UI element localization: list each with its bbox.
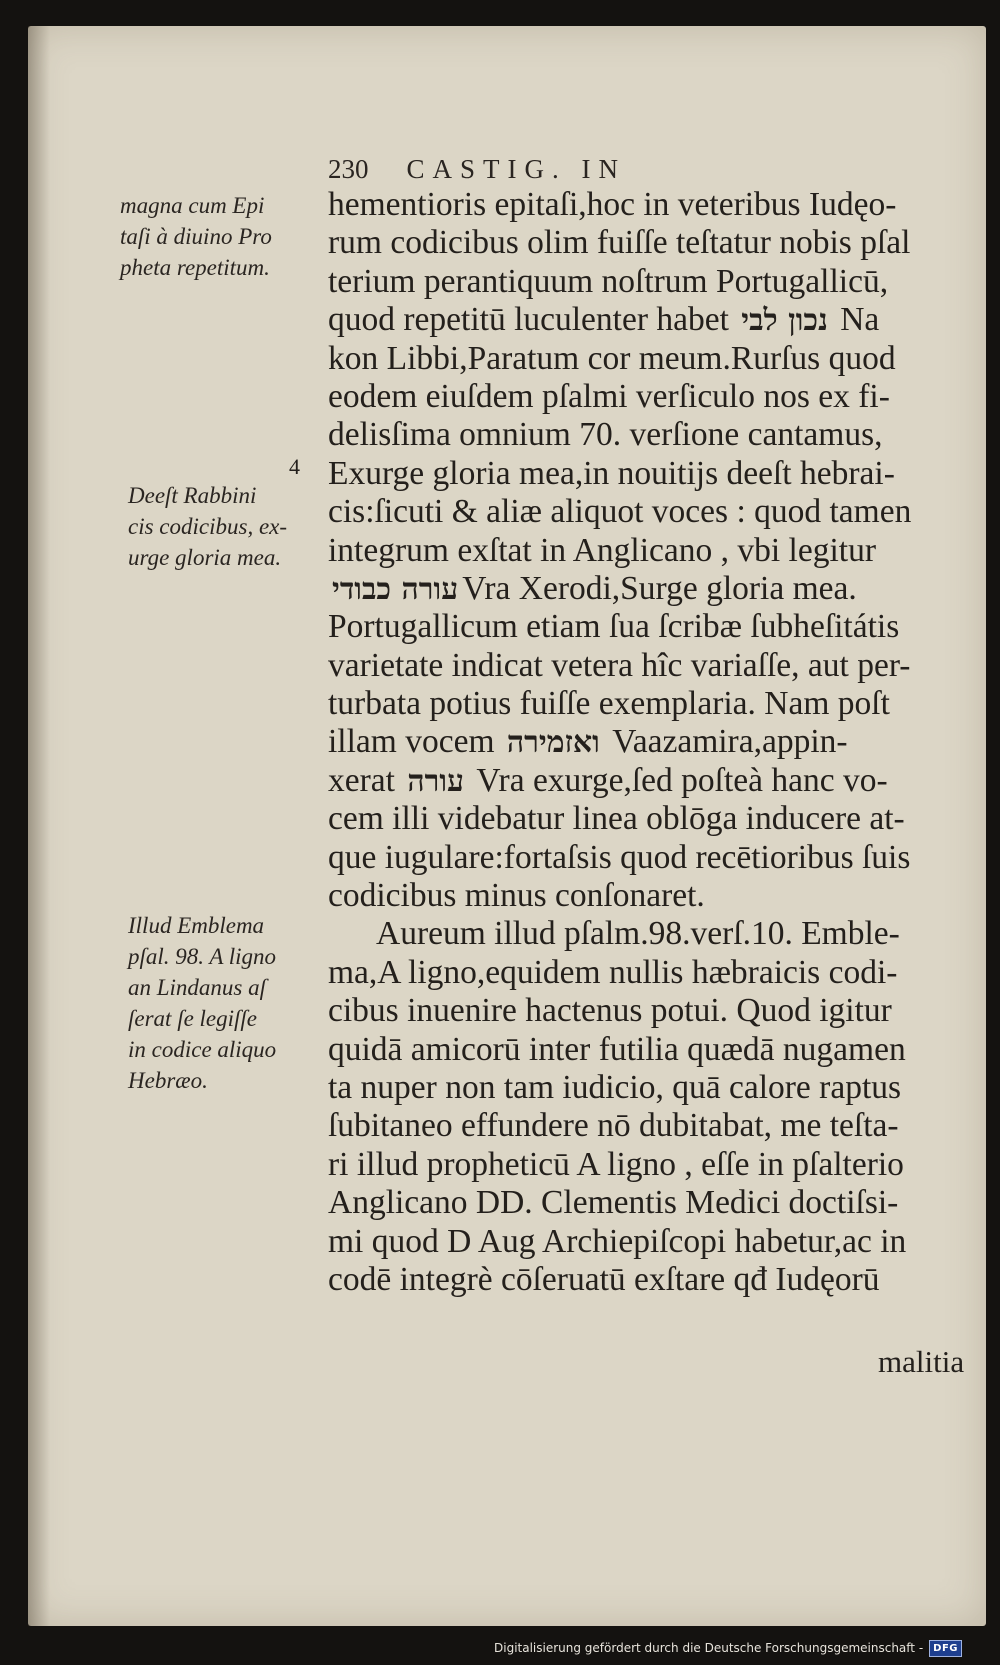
marginal-line: Deeſt Rabbini bbox=[128, 483, 257, 508]
text-line bbox=[328, 340, 988, 378]
text-line bbox=[328, 608, 988, 646]
text-line bbox=[328, 416, 988, 454]
text-segment: Aureum illud pſalm.98.verſ.10. Emble- bbox=[376, 915, 900, 953]
marginal-line: pheta repetitum. bbox=[120, 255, 270, 280]
marginal-line: taſi à diuino Pro bbox=[120, 224, 272, 249]
marginal-line: an Lindanus aſ bbox=[128, 975, 267, 1000]
text-line bbox=[328, 1223, 988, 1261]
text-segment: integrum exſtat in Anglicano , vbi legitur bbox=[328, 531, 876, 569]
text-segment: quidā amicorū inter futilia quædā nugamen bbox=[328, 1030, 906, 1068]
gutter-shadow bbox=[28, 26, 50, 1626]
text-line bbox=[328, 992, 988, 1030]
text-line bbox=[328, 762, 988, 800]
marginal-line: in codice aliquo bbox=[128, 1037, 277, 1062]
text-line bbox=[328, 647, 988, 685]
text-segment: ta nuper non tam iudicio, quā calore raptus bbox=[328, 1068, 902, 1106]
text-line bbox=[328, 301, 988, 339]
text-segment: cem illi videbatur linea oblōga inducere at- bbox=[328, 800, 905, 838]
catchword: malitia bbox=[878, 1344, 965, 1379]
text-segment: terium perantiquum noſtrum Portugallicū, bbox=[328, 262, 889, 300]
text-segment: delisſima omnium 70. verſione cantamus, bbox=[328, 416, 883, 454]
text-segment: codē integrè cōſeruatū exſtare qđ Iudęorū bbox=[328, 1260, 880, 1298]
text-segment: quod repetitū luculenter habet bbox=[328, 301, 738, 339]
text-segment: Exurge gloria mea,in nouitijs deeſt hebrai- bbox=[328, 454, 895, 492]
main-text-block bbox=[328, 186, 988, 1299]
text-line bbox=[328, 455, 988, 493]
text-segment: ma,A ligno,equidem nullis hæbraicis codi- bbox=[328, 953, 898, 991]
text-segment: cis:ſicuti & aliæ aliquot voces : quod tamen bbox=[328, 493, 912, 531]
marginal-line: ſerat ſe legiſſe bbox=[128, 1006, 258, 1031]
hebrew-word: עורה כבודי bbox=[332, 571, 459, 607]
page-number: 230 bbox=[328, 154, 369, 184]
text-segment: Na bbox=[831, 301, 880, 339]
text-segment: Vaazamira,appin- bbox=[603, 723, 848, 761]
text-segment: codicibus minus conſonaret. bbox=[328, 877, 705, 915]
running-title: CASTIG. IN bbox=[406, 154, 626, 184]
text-line bbox=[328, 877, 988, 915]
hebrew-word: עורה bbox=[407, 763, 464, 799]
marginal-note-3 bbox=[128, 910, 276, 1096]
text-line bbox=[328, 800, 988, 838]
text-line bbox=[328, 1184, 988, 1222]
text-segment: que iugulare:fortaſsis quod recētioribus ſuis bbox=[328, 838, 911, 876]
text-segment: ſubitaneo effundere nō dubitabat, me teſta- bbox=[328, 1107, 899, 1145]
text-line bbox=[328, 915, 988, 953]
text-line bbox=[328, 685, 988, 723]
footer-credit bbox=[494, 1637, 962, 1659]
text-segment: rum codicibus olim fuiſſe teſtatur nobis pſal bbox=[328, 224, 911, 262]
text-segment: Vra exurge,ſed poſteà hanc vo- bbox=[467, 761, 888, 799]
marginal-note-2 bbox=[128, 480, 287, 573]
text-segment: xerat bbox=[328, 761, 404, 799]
text-line bbox=[328, 954, 988, 992]
text-line bbox=[328, 723, 988, 761]
text-segment: mi quod D Aug Archiepiſcopi habetur,ac in bbox=[328, 1222, 907, 1260]
text-segment: illam vocem bbox=[328, 723, 503, 761]
text-segment: Anglicano DD. Clementis Medici doctiſsi- bbox=[328, 1184, 899, 1222]
note-marker: 4 bbox=[289, 454, 300, 479]
marginal-note-1 bbox=[120, 190, 272, 283]
text-line bbox=[328, 378, 988, 416]
text-segment: Portugallicum etiam ſua ſcribæ ſubheſitátis bbox=[328, 608, 900, 646]
text-segment: ri illud propheticū A ligno , eſſe in pſalterio bbox=[328, 1145, 904, 1183]
marginal-line: Illud Emblema bbox=[128, 913, 265, 938]
text-line bbox=[328, 224, 988, 262]
text-segment: varietate indicat vetera hîc variaſſe, aut per- bbox=[328, 646, 911, 684]
running-head bbox=[328, 154, 626, 185]
marginal-line: cis codicibus, ex- bbox=[128, 514, 288, 539]
text-segment: cibus inuenire hactenus potui. Quod igitur bbox=[328, 992, 892, 1030]
hebrew-word: ואזמירה bbox=[506, 725, 600, 761]
text-line bbox=[328, 1261, 988, 1299]
text-line bbox=[328, 263, 988, 301]
text-line bbox=[328, 1107, 988, 1145]
text-line bbox=[328, 532, 988, 570]
text-line bbox=[328, 1146, 988, 1184]
text-segment: turbata potius fuiſſe exemplaria. Nam poſt bbox=[328, 685, 890, 723]
marginal-line: pſal. 98. A ligno bbox=[128, 944, 277, 969]
text-line bbox=[328, 839, 988, 877]
text-segment: eodem eiuſdem pſalmi verſiculo nos ex fi- bbox=[328, 377, 890, 415]
footer-text: Digitalisierung gefördert durch die Deutsche Forschungsgemeinschaft - bbox=[494, 1641, 924, 1655]
text-line bbox=[328, 186, 988, 224]
text-line bbox=[328, 1069, 988, 1107]
text-line bbox=[328, 570, 988, 608]
marginal-line: Hebræo. bbox=[128, 1068, 208, 1093]
hebrew-word: נכון לבי bbox=[741, 303, 828, 339]
marginal-line: magna cum Epi bbox=[120, 193, 265, 218]
marginal-line: urge gloria mea. bbox=[128, 545, 282, 570]
text-line bbox=[328, 493, 988, 531]
text-segment: kon Libbi,Paratum cor meum.Rurſus quod bbox=[328, 339, 896, 377]
text-line bbox=[328, 1031, 988, 1069]
text-segment: hementioris epitaſi,hoc in veteribus Iudęo- bbox=[328, 186, 897, 223]
dfg-logo-icon: DFG bbox=[929, 1640, 962, 1657]
text-segment: Vra Xerodi,Surge gloria mea. bbox=[462, 569, 857, 607]
book-page bbox=[28, 26, 986, 1626]
